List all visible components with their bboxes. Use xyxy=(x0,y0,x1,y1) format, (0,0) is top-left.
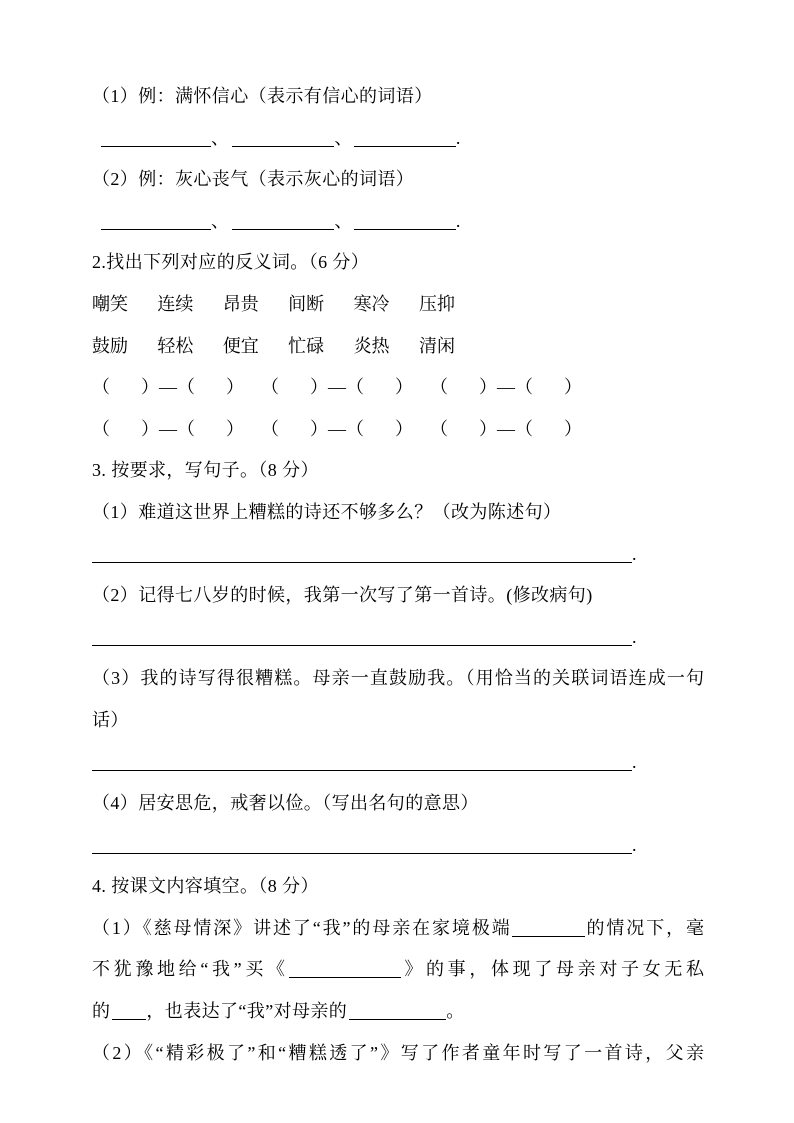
close-paren: ） xyxy=(141,418,159,439)
q1-part-2-prompt: （2）例：灰心丧气（表示灰心的词语） xyxy=(92,169,415,190)
close-paren: ） xyxy=(141,377,159,398)
close-paren: ） xyxy=(564,418,582,439)
antonym-pair-group xyxy=(430,409,599,451)
open-paren: （ xyxy=(177,377,195,398)
q3-item-2-answer-line xyxy=(92,617,704,659)
antonym-pair-group xyxy=(430,367,599,409)
open-paren: （ xyxy=(515,418,533,439)
antonym-word: 连续 xyxy=(157,293,194,314)
q1-part-1-prompt: （1）例：满怀信心（表示有信心的词语） xyxy=(92,86,433,106)
exam-content xyxy=(92,76,704,1074)
open-paren: （ xyxy=(430,418,448,439)
line-terminator: . xyxy=(632,543,637,564)
open-paren: （ xyxy=(430,377,448,398)
q4-item-1-text: 的情况下，毫 xyxy=(584,917,704,938)
q3-item-1-prompt: （1）难道这世界上糟糕的诗还不够多么？（改为陈述句） xyxy=(92,501,562,522)
antonym-word: 忙碌 xyxy=(288,335,325,356)
antonym-pair-group xyxy=(261,367,430,409)
close-paren: ） xyxy=(395,418,413,439)
q4-item-1-text: 的 xyxy=(92,1001,111,1022)
antonym-answer-row-1 xyxy=(92,367,704,409)
q3-item-4-answer-line xyxy=(92,825,704,867)
close-paren: ） xyxy=(226,418,244,439)
answer-blank xyxy=(232,215,334,230)
q4-item-1-text: 不犹豫地给“我”买《 xyxy=(92,959,289,980)
close-paren: ） xyxy=(395,377,413,398)
close-paren: ） xyxy=(226,377,244,398)
antonym-word: 压抑 xyxy=(418,293,455,314)
close-paren: ） xyxy=(310,377,328,398)
answer-blank xyxy=(289,963,401,978)
open-paren: （ xyxy=(515,377,533,398)
q3-item-3-prompt-line-1: （3）我的诗写得很糟糕。母亲一直鼓励我。（用恰当的关联词语连成一句 xyxy=(92,668,704,689)
antonym-pair-group xyxy=(261,409,430,451)
antonym-word: 炎热 xyxy=(353,335,390,356)
antonym-word-row-1 xyxy=(92,284,704,326)
antonym-answer-row-2 xyxy=(92,409,704,451)
q4-item-1-text: 。 xyxy=(446,1001,465,1022)
answer-blank xyxy=(232,132,334,147)
q4-item-1-text: 》的事，体现了母亲对子女无私 xyxy=(400,959,704,980)
antonym-pair-group xyxy=(92,409,261,451)
q4-item-2-line-1: （2）《“精彩极了”和“糟糕透了”》写了作者童年时写了一首诗，父亲 xyxy=(92,1042,704,1063)
answer-blank xyxy=(349,1005,446,1020)
line-terminator: . xyxy=(632,751,637,772)
antonym-pair-group xyxy=(92,367,261,409)
answer-blank xyxy=(92,548,632,563)
answer-blank xyxy=(101,132,211,147)
pair-dash: — xyxy=(497,377,515,398)
open-paren: （ xyxy=(92,377,110,398)
answer-blank xyxy=(112,1005,146,1020)
open-paren: （ xyxy=(346,377,364,398)
open-paren: （ xyxy=(346,418,364,439)
answer-blank xyxy=(92,756,632,771)
blank-separator: 、 xyxy=(211,127,230,148)
antonym-word: 清闲 xyxy=(418,335,455,356)
close-paren: ） xyxy=(564,377,582,398)
line-terminator: . xyxy=(455,210,461,231)
pair-dash: — xyxy=(328,377,346,398)
close-paren: ） xyxy=(479,377,497,398)
q4-item-1-text: （1）《慈母情深》讲述了“我”的母亲在家境极端 xyxy=(92,917,512,938)
q4-item-1-line-3 xyxy=(92,991,704,1033)
antonym-word: 便宜 xyxy=(222,335,259,356)
blank-separator: 、 xyxy=(334,210,353,231)
close-paren: ） xyxy=(310,418,328,439)
q3-item-4-prompt: （4）居安思危，戒奢以俭。（写出名句的意思） xyxy=(92,793,479,814)
question-4-heading: 4. 按课文内容填空。（8 分） xyxy=(92,876,319,897)
line-terminator: . xyxy=(455,127,461,148)
antonym-word: 嘲笑 xyxy=(92,293,128,314)
answer-blank xyxy=(92,631,632,646)
q1-part-1-answer-row xyxy=(92,118,704,160)
open-paren: （ xyxy=(261,377,279,398)
answer-blank xyxy=(92,839,632,854)
answer-blank xyxy=(354,215,456,230)
blank-separator: 、 xyxy=(211,210,230,231)
antonym-word: 鼓励 xyxy=(92,335,128,356)
line-terminator: . xyxy=(632,626,637,647)
q4-item-1-line-1 xyxy=(92,908,704,950)
close-paren: ） xyxy=(479,418,497,439)
blank-separator: 、 xyxy=(334,127,353,148)
pair-dash: — xyxy=(159,377,177,398)
answer-blank xyxy=(101,215,211,230)
q3-item-2-prompt: （2）记得七八岁的时候，我第一次写了第一首诗。(修改病句) xyxy=(92,585,593,606)
q4-item-1-line-2 xyxy=(92,949,704,991)
open-paren: （ xyxy=(177,418,195,439)
answer-blank xyxy=(512,922,585,937)
q3-item-3-answer-line xyxy=(92,742,704,784)
question-2-heading: 2.找出下列对应的反义词。（6 分） xyxy=(92,252,370,273)
open-paren: （ xyxy=(92,418,110,439)
open-paren: （ xyxy=(261,418,279,439)
question-3-heading: 3. 按要求，写句子。（8 分） xyxy=(92,460,319,481)
antonym-word: 间断 xyxy=(288,293,325,314)
antonym-word: 昂贵 xyxy=(222,293,259,314)
q3-item-3-prompt-line-2: 话） xyxy=(92,709,129,730)
antonym-word-row-2 xyxy=(92,326,704,368)
q1-part-2-answer-row xyxy=(92,201,704,243)
antonym-word: 寒冷 xyxy=(353,293,390,314)
pair-dash: — xyxy=(159,418,177,439)
pair-dash: — xyxy=(328,418,346,439)
line-terminator: . xyxy=(632,834,637,855)
answer-blank xyxy=(354,132,456,147)
antonym-word: 轻松 xyxy=(157,335,194,356)
pair-dash: — xyxy=(497,418,515,439)
q4-item-1-text: ，也表达了“我”对母亲的 xyxy=(146,1001,348,1022)
q3-item-1-answer-line xyxy=(92,534,704,576)
